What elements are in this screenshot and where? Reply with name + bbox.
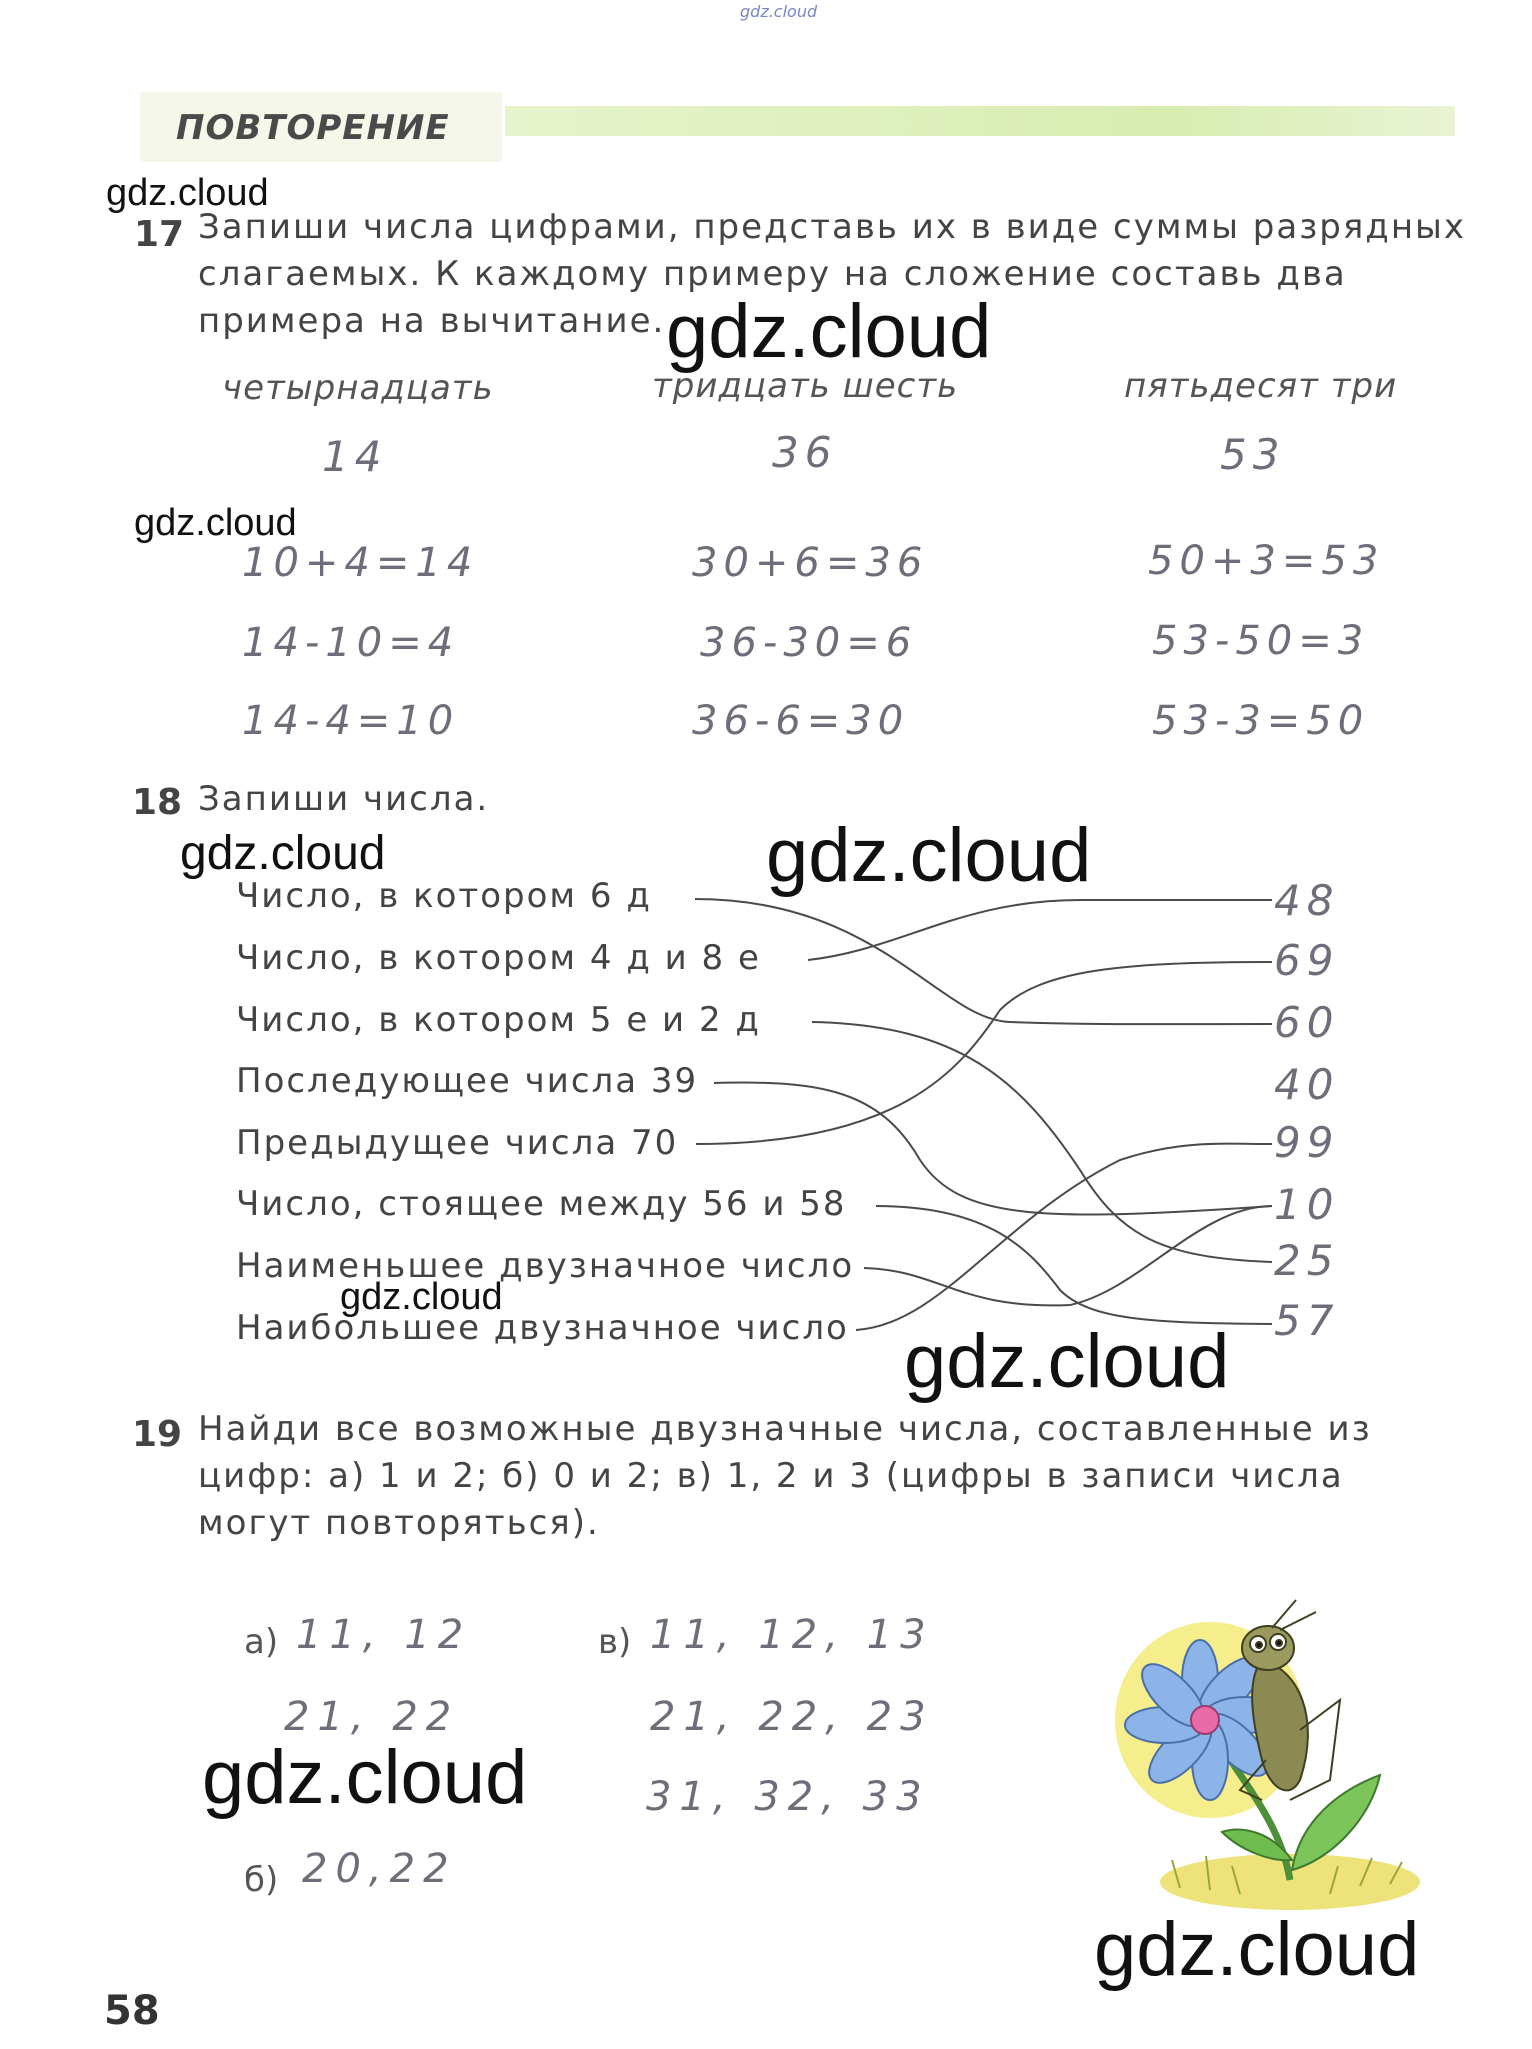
matching-answer: 69 [1274,936,1340,985]
matching-row: Последующее числа 39 [236,1061,699,1101]
task-17-line: слагаемых. К каждому примеру на сложение составь два [198,254,1347,294]
matching-row: Наибольшее двузначное число [236,1308,849,1348]
matching-row: Число, в котором 4 д и 8 е [236,938,761,978]
number-word: тридцать шесть [652,366,959,406]
matching-answer: 60 [1274,998,1340,1047]
sum-line: 10+4=14 [242,540,479,586]
watermark: gdz.cloud [904,1319,1230,1404]
digits-answer: 53 [1220,430,1286,479]
task-17-number: 17 [134,214,185,255]
matching-answer: 48 [1274,876,1340,925]
top-watermark: gdz.cloud [740,2,818,21]
answer-v-label: в) [598,1622,632,1662]
answer-a-line: 11, 12 [296,1612,472,1658]
matching-row: Наименьшее двузначное число [236,1246,855,1286]
difference-line: 53-50=3 [1152,618,1370,664]
matching-row: Число, стоящее между 56 и 58 [236,1184,847,1224]
answer-b-line: 20,22 [302,1846,457,1892]
matching-answer: 57 [1274,1296,1340,1345]
watermark: gdz.cloud [202,1735,528,1820]
watermark: gdz.cloud [106,172,269,214]
difference-line: 36-30=6 [700,620,918,666]
grass-patch [1160,1854,1420,1910]
sum-line: 50+3=53 [1148,538,1385,584]
answer-a-label: а) [244,1622,279,1662]
watermark: gdz.cloud [1094,1907,1420,1992]
task-19-line: могут повторяться). [198,1503,600,1543]
matching-row: Предыдущее числа 70 [236,1123,679,1163]
number-word: пятьдесят три [1124,366,1398,406]
task-17-line: примера на вычитание. [198,301,666,341]
matching-answer: 10 [1274,1180,1340,1229]
sum-line: 30+6=36 [692,540,929,586]
difference-line: 53-3=50 [1152,698,1370,744]
answer-b-label: б) [244,1860,279,1900]
watermark: gdz.cloud [666,289,992,374]
digits-answer: 14 [322,432,388,481]
task-19-line: цифр: а) 1 и 2; б) 0 и 2; в) 1, 2 и 3 (цифры в записи числа [198,1456,1344,1496]
matching-row: Число, в котором 5 е и 2 д [236,1000,761,1040]
watermark: gdz.cloud [340,1276,503,1318]
difference-line: 14-10=4 [242,620,460,666]
task-17-line: Запиши числа цифрами, представь их в виде суммы разрядных [198,207,1467,247]
section-title: ПОВТОРЕНИЕ [176,108,450,148]
flower-center [1191,1706,1219,1734]
watermark: gdz.cloud [180,827,386,880]
digits-answer: 36 [772,428,838,477]
task-19-line: Найди все возможные двузначные числа, составленные из [198,1409,1372,1449]
matching-row: Число, в котором 6 д [236,876,652,916]
page-number: 58 [104,1988,160,2034]
matching-answer: 25 [1274,1236,1340,1285]
answer-v-line: 11, 12, 13 [650,1612,934,1658]
task-18-title: Запиши числа. [198,779,490,819]
watermark: gdz.cloud [134,502,297,544]
watermark: gdz.cloud [766,813,1092,898]
answer-v-line: 31, 32, 33 [646,1774,930,1820]
difference-line: 36-6=30 [692,698,910,744]
task-19-number: 19 [132,1414,183,1455]
matching-answer: 99 [1274,1118,1340,1167]
difference-line: 14-4=10 [242,698,460,744]
task-18-number: 18 [132,782,183,823]
answer-v-line: 21, 22, 23 [650,1694,934,1740]
flower-leaf [1292,1775,1380,1870]
number-word: четырнадцать [222,368,494,408]
answer-a-line: 21, 22 [284,1694,460,1740]
matching-answer: 40 [1274,1060,1340,1109]
